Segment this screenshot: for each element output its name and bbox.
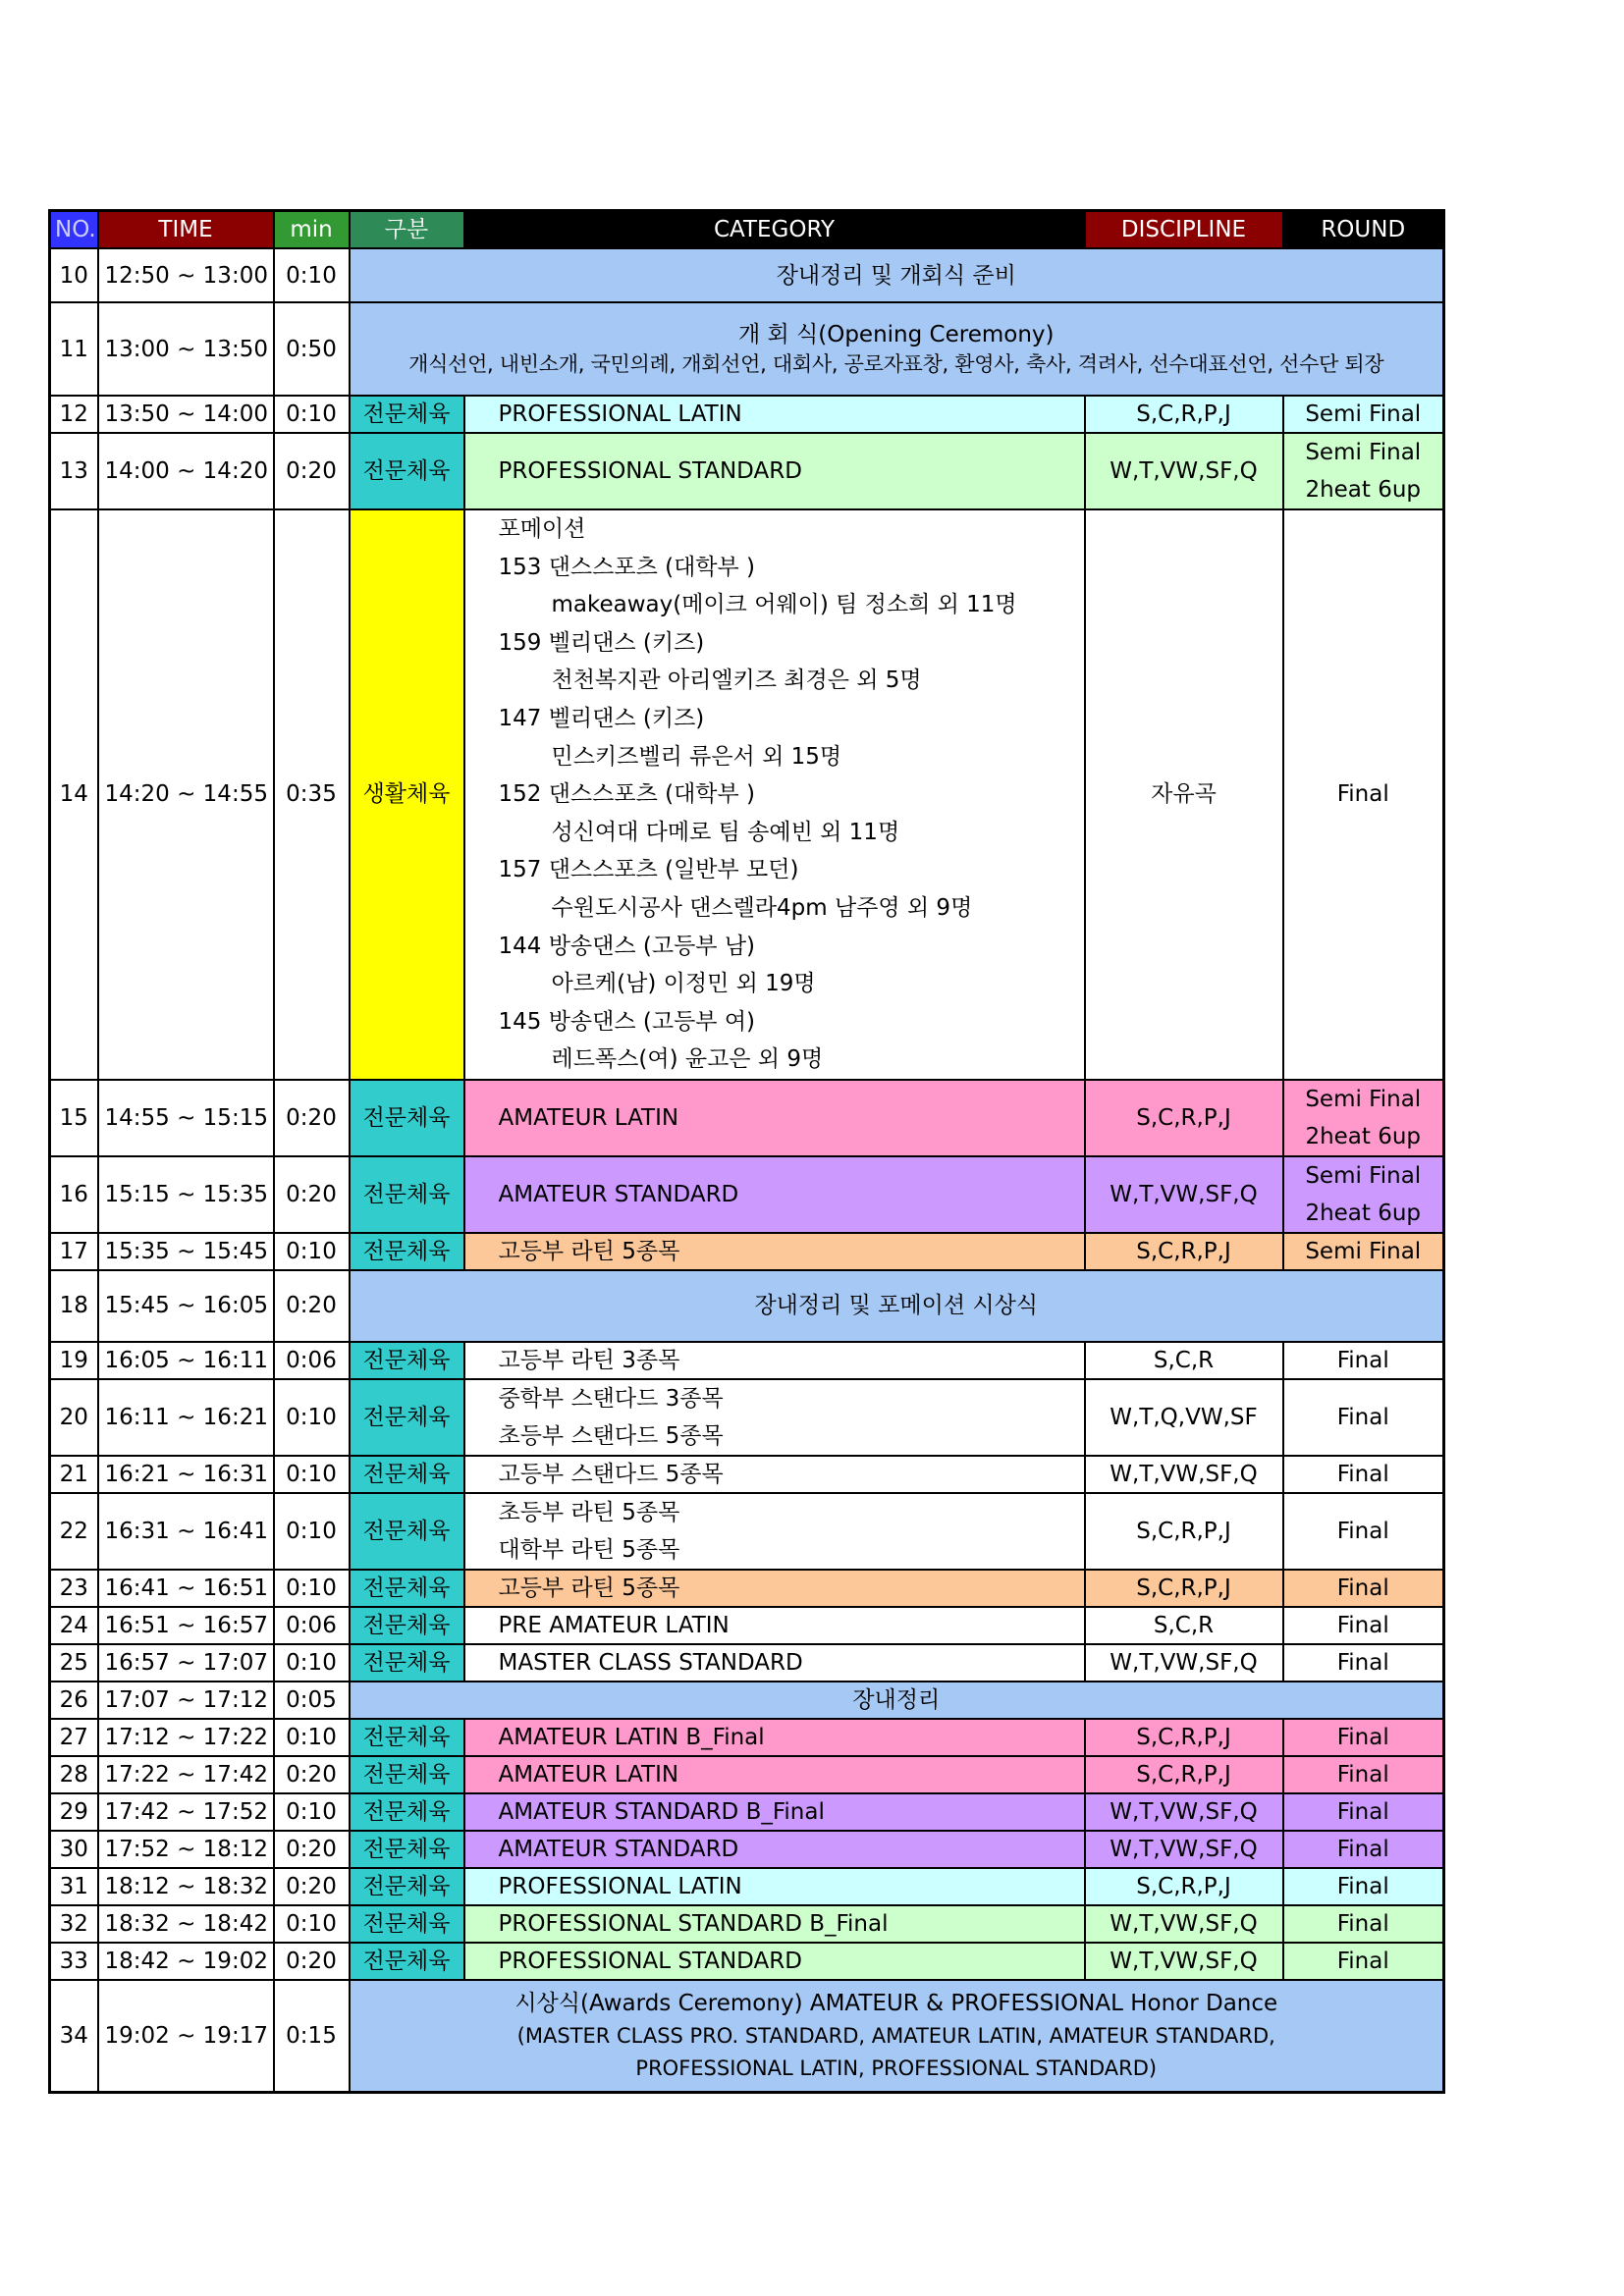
formation-line: makeaway(메이크 어웨이) 팀 정소희 외 11명	[551, 592, 1017, 618]
row-round: Final	[1283, 1943, 1444, 1980]
row-time: 17:12 ~ 17:22	[98, 1719, 274, 1756]
row-no: 26	[50, 1682, 98, 1719]
row-min: 0:50	[274, 302, 350, 396]
formation-line: 민스키즈벨리 류은서 외 15명	[551, 743, 842, 770]
row-min: 0:10	[274, 1793, 350, 1831]
table-row	[50, 1379, 1444, 1456]
row-min: 0:20	[274, 1943, 350, 1980]
row-gubun: 전문체육	[350, 1456, 464, 1493]
row-min: 0:10	[274, 248, 350, 302]
row-discipline: S,C,R,P,J	[1085, 1080, 1283, 1156]
row-category: 고등부 스탠다드 5종목	[464, 1456, 1085, 1493]
table-row	[50, 1270, 1444, 1342]
header-no: NO.	[50, 211, 98, 249]
row-round: Semi Final	[1283, 396, 1444, 433]
row-gubun: 전문체육	[350, 1156, 464, 1233]
row-discipline: 자유곡	[1085, 509, 1283, 1080]
row-no: 10	[50, 248, 98, 302]
row-round: Final	[1283, 1493, 1444, 1570]
row-category: PROFESSIONAL STANDARD B_Final	[464, 1905, 1085, 1943]
table-row	[50, 1156, 1444, 1233]
row-round: Final	[1283, 1607, 1444, 1644]
row-no: 27	[50, 1719, 98, 1756]
formation-line: 157 댄스스포츠 (일반부 모던)	[498, 857, 799, 883]
row-gubun: 전문체육	[350, 1943, 464, 1980]
row-min: 0:10	[274, 1644, 350, 1682]
row-no: 24	[50, 1607, 98, 1644]
awards-detail: (MASTER CLASS PRO. STANDARD, AMATEUR LATIN, AMATEUR STANDARD,	[516, 2023, 1275, 2048]
row-round: Final	[1283, 1905, 1444, 1943]
row-discipline: S,C,R,P,J	[1085, 1493, 1283, 1570]
header-category: CATEGORY	[464, 211, 1085, 249]
row-discipline: W,T,VW,SF,Q	[1085, 1943, 1283, 1980]
formation-list	[464, 509, 1085, 1080]
row-discipline: S,C,R	[1085, 1342, 1283, 1379]
row-no: 22	[50, 1493, 98, 1570]
table-row	[50, 248, 1444, 302]
formation-line: 144 방송댄스 (고등부 남)	[498, 933, 756, 959]
row-round: Final	[1283, 509, 1444, 1080]
row-discipline: W,T,Q,VW,SF	[1085, 1379, 1283, 1456]
header-min: min	[274, 211, 350, 249]
row-category: AMATEUR STANDARD	[464, 1831, 1085, 1868]
table-row	[50, 1793, 1444, 1831]
category-line: 초등부 라틴 5종목	[498, 1499, 680, 1525]
row-no: 12	[50, 396, 98, 433]
formation-line: 포메이션	[498, 516, 586, 542]
row-round: Final	[1283, 1719, 1444, 1756]
schedule-table	[48, 209, 1445, 2094]
row-round: Final	[1283, 1868, 1444, 1905]
row-time: 19:02 ~ 19:17	[98, 1980, 274, 2093]
category-line: 대학부 라틴 5종목	[498, 1536, 680, 1563]
row-min: 0:10	[274, 1570, 350, 1607]
table-row	[50, 1644, 1444, 1682]
awards-title: 시상식(Awards Ceremony) AMATEUR & PROFESSIONAL Honor Dance	[514, 1990, 1278, 2016]
table-row	[50, 1868, 1444, 1905]
table-row	[50, 1456, 1444, 1493]
row-category: PROFESSIONAL LATIN	[464, 1868, 1085, 1905]
row-gubun: 전문체육	[350, 1793, 464, 1831]
row-discipline: W,T,VW,SF,Q	[1085, 1793, 1283, 1831]
table-row	[50, 1493, 1444, 1570]
table-row	[50, 1342, 1444, 1379]
row-time: 16:11 ~ 16:21	[98, 1379, 274, 1456]
row-min: 0:06	[274, 1342, 350, 1379]
row-gubun: 전문체육	[350, 1342, 464, 1379]
row-no: 29	[50, 1793, 98, 1831]
row-category	[464, 1493, 1085, 1570]
row-no: 34	[50, 1980, 98, 2093]
row-gubun: 전문체육	[350, 396, 464, 433]
row-no: 31	[50, 1868, 98, 1905]
row-no: 23	[50, 1570, 98, 1607]
round-line: Semi Final	[1305, 440, 1422, 465]
formation-line: 153 댄스스포츠 (대학부 )	[498, 554, 756, 580]
row-min: 0:10	[274, 1379, 350, 1456]
header-time: TIME	[98, 211, 274, 249]
row-round	[1283, 1156, 1444, 1233]
row-time: 16:51 ~ 16:57	[98, 1607, 274, 1644]
row-min: 0:20	[274, 1756, 350, 1793]
row-no: 11	[50, 302, 98, 396]
row-gubun: 전문체육	[350, 1607, 464, 1644]
row-discipline: S,C,R	[1085, 1607, 1283, 1644]
table-row	[50, 302, 1444, 396]
row-min: 0:20	[274, 1868, 350, 1905]
row-time: 16:31 ~ 16:41	[98, 1493, 274, 1570]
row-min: 0:20	[274, 1080, 350, 1156]
row-category: PROFESSIONAL STANDARD	[464, 433, 1085, 509]
ceremony-title: 개 회 식(Opening Ceremony)	[737, 321, 1055, 347]
row-gubun: 전문체육	[350, 433, 464, 509]
row-no: 16	[50, 1156, 98, 1233]
row-time: 16:21 ~ 16:31	[98, 1456, 274, 1493]
row-category: PROFESSIONAL STANDARD	[464, 1943, 1085, 1980]
round-line: Semi Final	[1305, 1086, 1422, 1112]
table-row	[50, 1831, 1444, 1868]
row-discipline: W,T,VW,SF,Q	[1085, 1156, 1283, 1233]
formation-line: 159 벨리댄스 (키즈)	[498, 629, 705, 656]
row-min: 0:20	[274, 1270, 350, 1342]
row-discipline: W,T,VW,SF,Q	[1085, 1456, 1283, 1493]
row-min: 0:20	[274, 433, 350, 509]
row-title: 장내정리 및 개회식 준비	[350, 248, 1444, 302]
row-discipline: W,T,VW,SF,Q	[1085, 1905, 1283, 1943]
row-round: Final	[1283, 1342, 1444, 1379]
table-row	[50, 433, 1444, 509]
category-line: 중학부 스탠다드 3종목	[498, 1385, 724, 1412]
row-time: 17:52 ~ 18:12	[98, 1831, 274, 1868]
formation-line: 성신여대 다메로 팀 송예빈 외 11명	[551, 819, 900, 845]
row-gubun: 전문체육	[350, 1644, 464, 1682]
row-min: 0:10	[274, 396, 350, 433]
row-category: AMATEUR STANDARD	[464, 1156, 1085, 1233]
row-time: 16:05 ~ 16:11	[98, 1342, 274, 1379]
row-no: 33	[50, 1943, 98, 1980]
row-time: 12:50 ~ 13:00	[98, 248, 274, 302]
row-time: 13:00 ~ 13:50	[98, 302, 274, 396]
table-row	[50, 396, 1444, 433]
row-discipline: W,T,VW,SF,Q	[1085, 1644, 1283, 1682]
table-row	[50, 1080, 1444, 1156]
row-discipline: W,T,VW,SF,Q	[1085, 1831, 1283, 1868]
row-time: 16:41 ~ 16:51	[98, 1570, 274, 1607]
row-gubun: 전문체육	[350, 1831, 464, 1868]
row-no: 32	[50, 1905, 98, 1943]
row-round: Final	[1283, 1793, 1444, 1831]
row-category: MASTER CLASS STANDARD	[464, 1644, 1085, 1682]
row-awards	[350, 1980, 1444, 2093]
row-min: 0:10	[274, 1493, 350, 1570]
row-min: 0:10	[274, 1719, 350, 1756]
header-row	[50, 211, 1444, 249]
row-min: 0:10	[274, 1905, 350, 1943]
row-gubun: 전문체육	[350, 1570, 464, 1607]
header-discipline: DISCIPLINE	[1085, 211, 1283, 249]
row-no: 20	[50, 1379, 98, 1456]
row-min: 0:06	[274, 1607, 350, 1644]
row-round: Final	[1283, 1379, 1444, 1456]
row-ceremony	[350, 302, 1444, 396]
row-category	[464, 1379, 1085, 1456]
row-time: 17:42 ~ 17:52	[98, 1793, 274, 1831]
row-time: 16:57 ~ 17:07	[98, 1644, 274, 1682]
row-time: 18:32 ~ 18:42	[98, 1905, 274, 1943]
row-discipline: S,C,R,P,J	[1085, 396, 1283, 433]
row-round: Final	[1283, 1570, 1444, 1607]
row-gubun: 생활체육	[350, 509, 464, 1080]
formation-line: 수원도시공사 댄스렐라4pm 남주영 외 9명	[551, 894, 973, 921]
row-discipline: S,C,R,P,J	[1085, 1756, 1283, 1793]
ceremony-detail: 개식선언, 내빈소개, 국민의례, 개회선언, 대회사, 공로자표창, 환영사, 축사, 격려사, 선수대표선언, 선수단 퇴장	[408, 351, 1384, 376]
row-category: 고등부 라틴 3종목	[464, 1342, 1085, 1379]
row-discipline: S,C,R,P,J	[1085, 1570, 1283, 1607]
row-gubun: 전문체육	[350, 1868, 464, 1905]
row-round	[1283, 1080, 1444, 1156]
table-row	[50, 1756, 1444, 1793]
row-no: 15	[50, 1080, 98, 1156]
round-heat: 2heat 6up	[1305, 1123, 1422, 1149]
row-gubun: 전문체육	[350, 1756, 464, 1793]
round-heat: 2heat 6up	[1305, 1200, 1422, 1226]
row-gubun: 전문체육	[350, 1719, 464, 1756]
table-row	[50, 1980, 1444, 2093]
row-time: 14:00 ~ 14:20	[98, 433, 274, 509]
table-row	[50, 509, 1444, 1080]
row-round: Semi Final	[1283, 1233, 1444, 1270]
table-row	[50, 1905, 1444, 1943]
row-time: 14:55 ~ 15:15	[98, 1080, 274, 1156]
row-category: AMATEUR LATIN	[464, 1080, 1085, 1156]
formation-line: 천천복지관 아리엘키즈 최경은 외 5명	[551, 667, 922, 694]
table-row	[50, 1682, 1444, 1719]
row-category: PRE AMATEUR LATIN	[464, 1607, 1085, 1644]
awards-detail: PROFESSIONAL LATIN, PROFESSIONAL STANDARD)	[635, 2056, 1158, 2080]
round-heat: 2heat 6up	[1305, 477, 1422, 503]
row-round	[1283, 433, 1444, 509]
table-row	[50, 1607, 1444, 1644]
row-no: 13	[50, 433, 98, 509]
table-row	[50, 1233, 1444, 1270]
row-gubun: 전문체육	[350, 1233, 464, 1270]
row-no: 30	[50, 1831, 98, 1868]
row-no: 21	[50, 1456, 98, 1493]
row-min: 0:15	[274, 1980, 350, 2093]
row-gubun: 전문체육	[350, 1080, 464, 1156]
row-category: 고등부 라틴 5종목	[464, 1233, 1085, 1270]
row-round: Final	[1283, 1644, 1444, 1682]
row-min: 0:35	[274, 509, 350, 1080]
row-time: 15:35 ~ 15:45	[98, 1233, 274, 1270]
table-row	[50, 1943, 1444, 1980]
table-row	[50, 1570, 1444, 1607]
row-discipline: S,C,R,P,J	[1085, 1719, 1283, 1756]
row-time: 14:20 ~ 14:55	[98, 509, 274, 1080]
row-gubun: 전문체육	[350, 1905, 464, 1943]
row-title: 장내정리 및 포메이션 시상식	[350, 1270, 1444, 1342]
formation-line: 145 방송댄스 (고등부 여)	[498, 1008, 756, 1035]
row-no: 19	[50, 1342, 98, 1379]
header-round: ROUND	[1283, 211, 1444, 249]
row-no: 18	[50, 1270, 98, 1342]
table-row	[50, 1719, 1444, 1756]
row-discipline: S,C,R,P,J	[1085, 1233, 1283, 1270]
row-discipline: W,T,VW,SF,Q	[1085, 433, 1283, 509]
row-min: 0:10	[274, 1233, 350, 1270]
row-time: 17:07 ~ 17:12	[98, 1682, 274, 1719]
row-category: AMATEUR STANDARD B_Final	[464, 1793, 1085, 1831]
row-min: 0:20	[274, 1831, 350, 1868]
row-no: 14	[50, 509, 98, 1080]
category-line: 초등부 스탠다드 5종목	[498, 1422, 724, 1449]
row-min: 0:10	[274, 1456, 350, 1493]
row-category: 고등부 라틴 5종목	[464, 1570, 1085, 1607]
row-category: AMATEUR LATIN B_Final	[464, 1719, 1085, 1756]
formation-line: 레드폭스(여) 윤고은 외 9명	[551, 1046, 824, 1073]
row-category: AMATEUR LATIN	[464, 1756, 1085, 1793]
round-line: Semi Final	[1305, 1162, 1422, 1189]
row-title: 장내정리	[350, 1682, 1444, 1719]
row-no: 17	[50, 1233, 98, 1270]
row-min: 0:20	[274, 1156, 350, 1233]
row-time: 18:12 ~ 18:32	[98, 1868, 274, 1905]
row-discipline: S,C,R,P,J	[1085, 1868, 1283, 1905]
row-category: PROFESSIONAL LATIN	[464, 396, 1085, 433]
row-time: 15:15 ~ 15:35	[98, 1156, 274, 1233]
formation-line: 147 벨리댄스 (키즈)	[498, 705, 705, 731]
formation-line: 아르케(남) 이정민 외 19명	[551, 971, 816, 997]
formation-line: 152 댄스스포츠 (대학부 )	[498, 781, 756, 808]
row-round: Final	[1283, 1831, 1444, 1868]
row-time: 15:45 ~ 16:05	[98, 1270, 274, 1342]
row-no: 25	[50, 1644, 98, 1682]
row-gubun: 전문체육	[350, 1493, 464, 1570]
row-gubun: 전문체육	[350, 1379, 464, 1456]
row-time: 13:50 ~ 14:00	[98, 396, 274, 433]
row-time: 18:42 ~ 19:02	[98, 1943, 274, 1980]
row-round: Final	[1283, 1456, 1444, 1493]
header-gubun: 구분	[350, 211, 464, 249]
row-no: 28	[50, 1756, 98, 1793]
row-time: 17:22 ~ 17:42	[98, 1756, 274, 1793]
row-min: 0:05	[274, 1682, 350, 1719]
row-round: Final	[1283, 1756, 1444, 1793]
